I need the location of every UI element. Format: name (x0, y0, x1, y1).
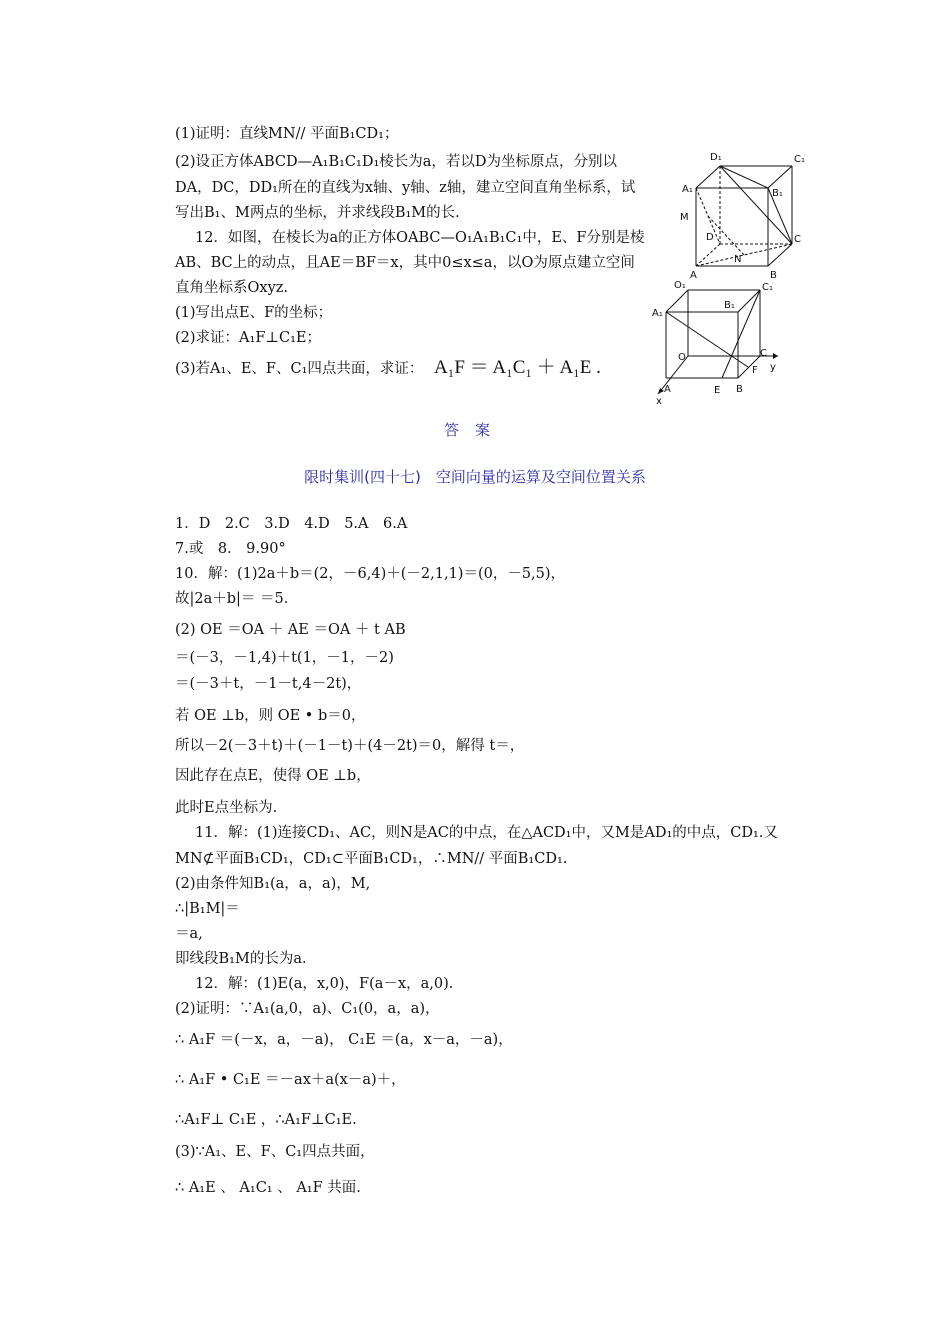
fig2-label-f: F (752, 365, 758, 376)
fig2-label-o: O (678, 352, 686, 363)
fig2-label-b: B (736, 384, 743, 395)
answer-10-line6: 若 OE ⊥b，则 OE • b＝0， (175, 708, 366, 724)
answer-12-line7: ∴ A₁E 、 A₁C₁ 、 A₁F 共面. (175, 1180, 361, 1196)
answer-11-line6: 即线段B₁M的长为a. (175, 951, 307, 967)
fig1-label-m: M (680, 212, 689, 223)
answer-11-line4: ∴|B₁M|＝ (175, 901, 240, 917)
cube-figure-1 (672, 146, 812, 282)
p12-line1: 12．如图，在棱长为a的正方体OABC—O₁A₁B₁C₁中，E、F分别是棱 (195, 230, 645, 246)
p12-q1: (1)写出点E、F的坐标； (175, 305, 333, 321)
answer-12-line4: ∴ A₁F • C₁E ＝－ax＋a(x－a)＋， (175, 1072, 406, 1088)
cube-figure-2 (650, 278, 790, 406)
fig2-label-o1: O₁ (674, 280, 686, 291)
fig1-label-c1: C₁ (794, 154, 805, 165)
fig2-label-c1: C₁ (762, 282, 773, 293)
p11-part2-line3: 写出B₁、M两点的坐标，并求线段B₁M的长. (175, 205, 460, 221)
fig2-label-c: C (760, 348, 767, 359)
answer-11-line1: 11．解：(1)连接CD₁、AC，则N是AC的中点，在△ACD₁中，又M是AD₁的中点，CD₁.又 (195, 825, 778, 841)
p12-line3: 直角坐标系Oxyz. (175, 280, 289, 296)
p11-part1: (1)证明：直线MN// 平面B₁CD₁； (175, 126, 399, 142)
answer-10-line8: 因此存在点E，使得 OE ⊥b， (175, 768, 371, 784)
fig2-label-a1: A₁ (652, 308, 663, 319)
answer-7-9: 7.或 8. 9.90° (175, 541, 286, 557)
answer-10-line2: 故|2a＋b|＝ ＝5. (175, 591, 289, 607)
p12-q2: (2)求证：A₁F⊥C₁E； (175, 330, 322, 346)
answer-12-line2: (2)证明：∵A₁(a,0，a)、C₁(0，a，a)， (175, 1001, 440, 1017)
p12-line2: AB、BC上的动点，且AE＝BF＝x，其中0≤x≤a，以O为原点建立空间 (175, 255, 635, 271)
answer-12-line5: ∴A₁F⊥ C₁E ，∴A₁F⊥C₁E. (175, 1112, 357, 1128)
fig1-label-b1: B₁ (772, 188, 783, 199)
fig2-label-b1: B₁ (724, 300, 735, 311)
fig1-label-d1: D₁ (710, 152, 722, 163)
answer-12-line3: ∴ A₁F ＝(－x，a，－a)， C₁E ＝(a，x－a，－a)， (175, 1032, 513, 1048)
fig1-label-n: N (734, 254, 742, 265)
fig2-label-y: y (770, 362, 776, 373)
answer-11-line2: MN⊄平面B₁CD₁，CD₁⊂平面B₁CD₁，∴MN// 平面B₁CD₁. (175, 851, 568, 867)
answer-10-line7: 所以－2(－3＋t)＋(－1－t)＋(4－2t)＝0，解得 t＝， (175, 738, 525, 754)
answers-set-title: 限时集训(四十七) 空间向量的运算及空间位置关系 (304, 468, 646, 486)
p11-part2-line2: DA，DC，DD₁所在的直线为x轴、y轴、z轴，建立空间直角坐标系，试 (175, 180, 636, 196)
answer-11-line5: ＝a, (175, 926, 203, 942)
answers-heading: 答案 (443, 421, 506, 439)
answer-10-line9: 此时E点坐标为. (175, 800, 278, 816)
answer-11-line3: (2)由条件知B₁(a，a，a)，M, (175, 876, 371, 892)
fig2-label-a: A (664, 384, 671, 395)
fig1-label-a: A (690, 270, 697, 281)
fig1-label-d: D (706, 232, 714, 243)
fig2-label-x: x (656, 396, 662, 406)
answer-12-line1: 12．解：(1)E(a，x,0)，F(a－x，a,0)． (195, 976, 464, 992)
answer-10-line4: ＝(－3，－1,4)＋t(1，－1，－2) (175, 650, 394, 666)
p11-part2-line1: (2)设正方体ABCD—A₁B₁C₁D₁棱长为a，若以D为坐标原点，分别以 (175, 154, 618, 170)
answer-1-6: 1．D 2.C 3.D 4.D 5.A 6.A (175, 516, 408, 532)
answer-10-line5: ＝(－3＋t，－1－t,4－2t)， (175, 676, 362, 692)
p12-q3 (175, 358, 601, 379)
answer-10-line1: 10．解：(1)2a＋b＝(2，－6,4)＋(－2,1,1)＝(0，－5,5)， (175, 566, 566, 582)
p12-q3-formula: A₁F ＝ A₁C₁ ＋ A₁E . (434, 357, 601, 378)
p12-q3-text: (3)若A₁、E、F、C₁四点共面，求证： (175, 361, 424, 377)
fig1-label-c: C (794, 234, 801, 245)
answer-12-line6: (3)∵A₁、E、F、C₁四点共面， (175, 1144, 375, 1160)
fig1-label-a1: A₁ (682, 184, 693, 195)
fig2-label-e: E (714, 385, 721, 396)
fig1-label-b: B (770, 270, 777, 281)
answer-10-line3: (2) OE ＝OA ＋ AE ＝OA ＋ t AB (175, 622, 406, 638)
